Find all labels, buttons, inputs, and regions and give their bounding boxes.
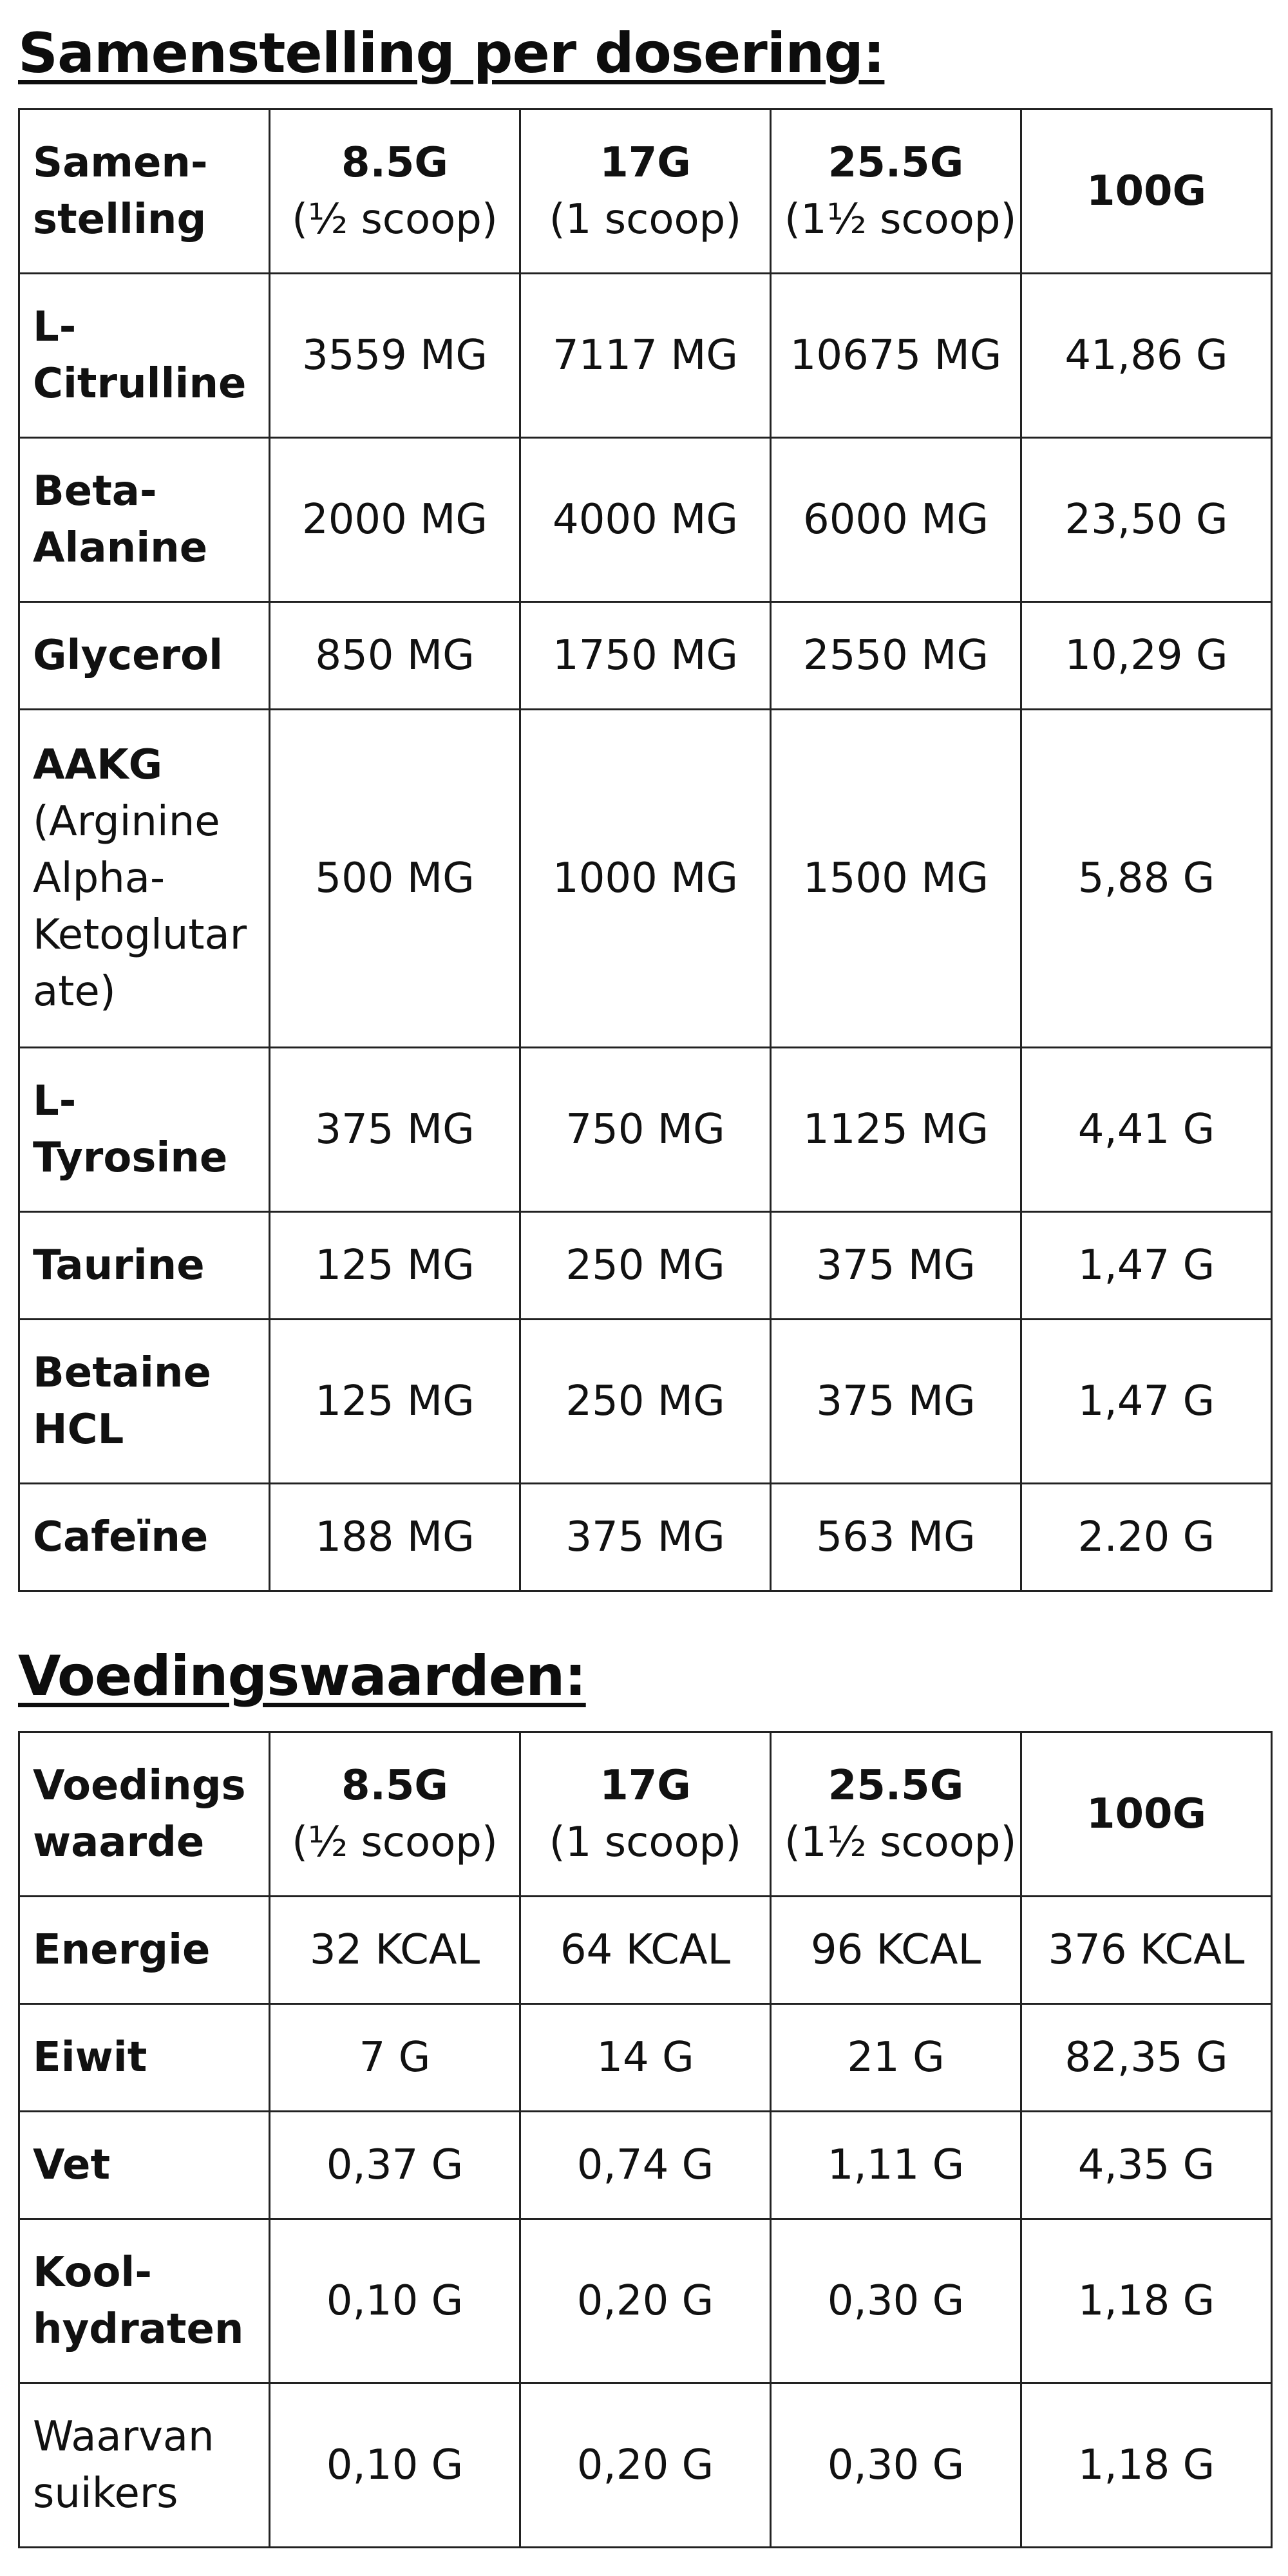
header-label-cell (19, 109, 270, 274)
value-cell: 1500 MG (771, 710, 1021, 1048)
value-cell: 7117 MG (520, 274, 771, 438)
header-scoop: (½ scoop) (292, 1819, 498, 1866)
value-cell: 96 KCAL (771, 1897, 1021, 2004)
row-label-line: L- (33, 1077, 77, 1125)
row-label-cell (19, 2112, 270, 2219)
header-scoop: (½ scoop) (292, 196, 498, 243)
row-label-subline: ate) (33, 968, 116, 1016)
row-label-cell (19, 602, 270, 710)
value-cell: 0,20 G (520, 2383, 771, 2548)
nutrition-title: Voedingswaarden: (18, 1644, 586, 1709)
header-scoop: (1½ scoop) (784, 196, 1017, 243)
row-label-subline: Ketoglutar (33, 911, 247, 959)
header-dose-cell (520, 1732, 771, 1897)
value-cell: 376 KCAL (1021, 1897, 1272, 2004)
value-cell: 7 G (270, 2004, 520, 2112)
header-dose-cell (1021, 1732, 1272, 1897)
table-row (19, 2004, 1272, 2112)
row-label-cell (19, 274, 270, 438)
value-cell: 2000 MG (270, 438, 520, 602)
table-row (19, 1048, 1272, 1212)
value-cell: 0,20 G (520, 2219, 771, 2383)
value-cell: 5,88 G (1021, 710, 1272, 1048)
nutrition-table (18, 1731, 1273, 2548)
value-cell: 14 G (520, 2004, 771, 2112)
table-header-row (19, 1732, 1272, 1897)
value-cell: 188 MG (270, 1484, 520, 1591)
value-cell: 0,30 G (771, 2383, 1021, 2548)
value-cell: 32 KCAL (270, 1897, 520, 2004)
header-dose: 25.5G (828, 1762, 964, 1810)
value-cell: 1,18 G (1021, 2219, 1272, 2383)
row-label-line: Taurine (33, 1242, 205, 1289)
table-row (19, 602, 1272, 710)
value-cell: 1,47 G (1021, 1212, 1272, 1320)
value-cell: 6000 MG (771, 438, 1021, 602)
header-scoop: (1½ scoop) (784, 1819, 1017, 1866)
header-label-line: stelling (33, 196, 207, 243)
header-scoop: (1 scoop) (549, 1819, 742, 1866)
value-cell: 250 MG (520, 1212, 771, 1320)
row-label-line: Energie (33, 1926, 211, 1974)
value-cell: 23,50 G (1021, 438, 1272, 602)
row-label-cell (19, 2383, 270, 2548)
row-label-line: Kool- (33, 2249, 152, 2297)
row-label-line: L- (33, 303, 77, 351)
value-cell: 10675 MG (771, 274, 1021, 438)
row-label-line: Citrulline (33, 360, 247, 408)
row-label-cell (19, 438, 270, 602)
table-row (19, 1212, 1272, 1320)
row-label-cell (19, 2219, 270, 2383)
header-dose: 8.5G (341, 139, 448, 187)
header-label-line: Voedings (33, 1762, 246, 1810)
value-cell: 125 MG (270, 1212, 520, 1320)
header-label-line: Samen- (33, 139, 208, 187)
row-label-line: Cafeïne (33, 1513, 209, 1561)
header-dose-cell (270, 1732, 520, 1897)
row-label-cell (19, 1048, 270, 1212)
header-dose-cell (771, 109, 1021, 274)
value-cell: 1000 MG (520, 710, 771, 1048)
table-row (19, 2219, 1272, 2383)
table-row (19, 1320, 1272, 1484)
row-label-line: Beta- (33, 468, 157, 515)
value-cell: 850 MG (270, 602, 520, 710)
row-label-subline: Alpha- (33, 855, 166, 902)
header-dose: 25.5G (828, 139, 964, 187)
table-header-row (19, 109, 1272, 274)
value-cell: 4,41 G (1021, 1048, 1272, 1212)
table-row (19, 1897, 1272, 2004)
header-dose-cell (1021, 109, 1272, 274)
value-cell: 10,29 G (1021, 602, 1272, 710)
row-label-line: Eiwit (33, 2034, 147, 2081)
value-cell: 1125 MG (771, 1048, 1021, 1212)
value-cell: 0,10 G (270, 2383, 520, 2548)
value-cell: 375 MG (771, 1212, 1021, 1320)
value-cell: 1,18 G (1021, 2383, 1272, 2548)
value-cell: 4,35 G (1021, 2112, 1272, 2219)
table-row (19, 2112, 1272, 2219)
row-label-cell (19, 1484, 270, 1591)
row-label-line: HCL (33, 1406, 124, 1454)
row-label-line: Alanine (33, 524, 208, 572)
row-label-line: suikers (33, 2470, 178, 2517)
value-cell: 750 MG (520, 1048, 771, 1212)
header-dose: 100G (1086, 167, 1207, 215)
row-label-line: Waarvan (33, 2413, 214, 2461)
row-label-cell (19, 1320, 270, 1484)
header-dose-cell (771, 1732, 1021, 1897)
value-cell: 250 MG (520, 1320, 771, 1484)
header-dose: 8.5G (341, 1762, 448, 1810)
value-cell: 0,10 G (270, 2219, 520, 2383)
value-cell: 563 MG (771, 1484, 1021, 1591)
value-cell: 21 G (771, 2004, 1021, 2112)
row-label-line: Betaine (33, 1349, 211, 1397)
value-cell: 0,74 G (520, 2112, 771, 2219)
row-label-line: Vet (33, 2141, 111, 2189)
composition-title: Samenstelling per dosering: (18, 21, 885, 86)
value-cell: 1,47 G (1021, 1320, 1272, 1484)
row-label-line: hydraten (33, 2306, 244, 2353)
row-label-line: Glycerol (33, 632, 223, 679)
header-dose: 17G (600, 1762, 691, 1810)
row-label-cell (19, 710, 270, 1048)
value-cell: 1,11 G (771, 2112, 1021, 2219)
value-cell: 2.20 G (1021, 1484, 1272, 1591)
row-label-cell (19, 1212, 270, 1320)
value-cell: 1750 MG (520, 602, 771, 710)
header-dose-cell (520, 109, 771, 274)
header-label-line: waarde (33, 1819, 205, 1866)
row-label-cell (19, 1897, 270, 2004)
table-row (19, 274, 1272, 438)
row-label-cell (19, 2004, 270, 2112)
row-label-line: AAKG (33, 741, 163, 789)
header-scoop: (1 scoop) (549, 196, 742, 243)
value-cell: 41,86 G (1021, 274, 1272, 438)
value-cell: 2550 MG (771, 602, 1021, 710)
value-cell: 375 MG (771, 1320, 1021, 1484)
header-label-cell (19, 1732, 270, 1897)
value-cell: 125 MG (270, 1320, 520, 1484)
row-label-line: Tyrosine (33, 1134, 228, 1182)
value-cell: 0,30 G (771, 2219, 1021, 2383)
value-cell: 375 MG (270, 1048, 520, 1212)
value-cell: 0,37 G (270, 2112, 520, 2219)
header-dose: 100G (1086, 1790, 1207, 1838)
value-cell: 82,35 G (1021, 2004, 1272, 2112)
table-row (19, 2383, 1272, 2548)
header-dose: 17G (600, 139, 691, 187)
value-cell: 64 KCAL (520, 1897, 771, 2004)
value-cell: 375 MG (520, 1484, 771, 1591)
composition-table (18, 108, 1273, 1592)
value-cell: 4000 MG (520, 438, 771, 602)
table-row (19, 1484, 1272, 1591)
table-row (19, 438, 1272, 602)
value-cell: 3559 MG (270, 274, 520, 438)
table-row (19, 710, 1272, 1048)
header-dose-cell (270, 109, 520, 274)
row-label-subline: (Arginine (33, 798, 220, 846)
value-cell: 500 MG (270, 710, 520, 1048)
